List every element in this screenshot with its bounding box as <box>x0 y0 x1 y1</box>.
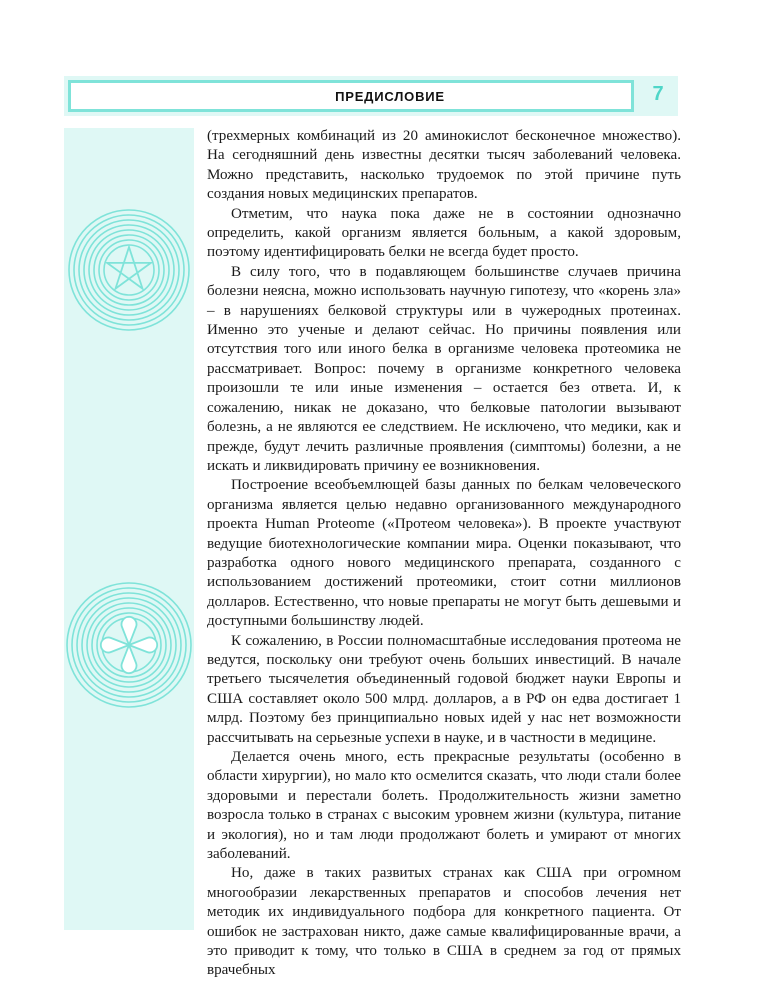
paragraph: Делается очень много, есть прекрасные результаты (особенно в области хирургии), но мало кто осмелится сказать, что люди стали более здоровыми и перестали болеть. Продолжительность жизни заметно возросла только в странах с высоким уровнем жизни (культура, питание и экология), но и там люди продолжают болеть и умирают от многих заболеваний. <box>207 749 681 863</box>
cross-circles-emblem <box>64 575 194 715</box>
paragraph: В силу того, что в подавляющем большинстве случаев причина болезни неясна, можно использовать научную гипотезу, что «корень зла» – в нарушениях белковой структуры или в чужеродных протеинах. Именно это ученые и делают сейчас. Но причины появления или отсутствия того или иного белка в организме человека протеомика не рассматривает. Вопрос: почему в организме конкретного человека произошли те или иные изменения – остается без ответа. И, к сожалению, никак не доказано, что белковые патологии вызывают болезнь, а не являются ее следствием. Не исключено, что медики, как и прежде, будут лечить различные проявления (симптомы) болезни, а не искать и ликвидировать причину ее возникновения. <box>207 263 681 474</box>
paragraph: К сожалению, в России полномасштабные исследования протеома не ведутся, поскольку они требуют очень больших инвестиций. В начале третьего тысячелетия объединенный годовой бюджет науки Европы и США составляет около 500 млрд. долларов, а в РФ он едва достигает 1 млрд. Поэтому без принципиально новых идей у нас нет возможности рассчитывать на серьезные успехи в науке, и в частности в медицине. <box>207 632 681 746</box>
body-text <box>207 127 681 981</box>
page-header-title: ПРЕДИСЛОВИЕ <box>335 89 445 104</box>
paragraph: (трехмерных комбинаций из 20 аминокислот бесконечное множество). На сегодняшний день известны десятки тысяч заболеваний человека. Можно представить, насколько трудоемок по этой причине путь создания новых медицинских препаратов. <box>207 128 681 203</box>
pentagram-emblem <box>64 205 194 335</box>
page-number: 7 <box>652 83 664 105</box>
paragraph: Но, даже в таких развитых странах как США при огромном многообразии лекарственных препаратов и способов лечения нет методик их индивидуального подбора для конкретного пациента. От ошибок не застрахован никто, даже самые квалифицированные врачи, а это приводит к тому, что только в США в среднем за год от прямых врачебных <box>207 865 681 979</box>
paragraph: Построение всеобъемлющей базы данных по белкам человеческого организма является целью недавно организованного международного проекта Human Proteome («Протеом человека»). В проекте участвуют ведущие биотехнологические компании мира. Оценки показывают, что разработка одного нового медицинского препарата, созданного с использованием достижений протеомики, стоит сотни миллионов долларов. Естественно, что новые препараты не могут быть дешевыми и доступными большинству людей. <box>207 477 681 630</box>
paragraph: Отметим, что наука пока даже не в состоянии однозначно определить, какой организм является больным, а какой здоровым, поэтому идентифицировать белки не всегда будет просто. <box>207 205 681 261</box>
